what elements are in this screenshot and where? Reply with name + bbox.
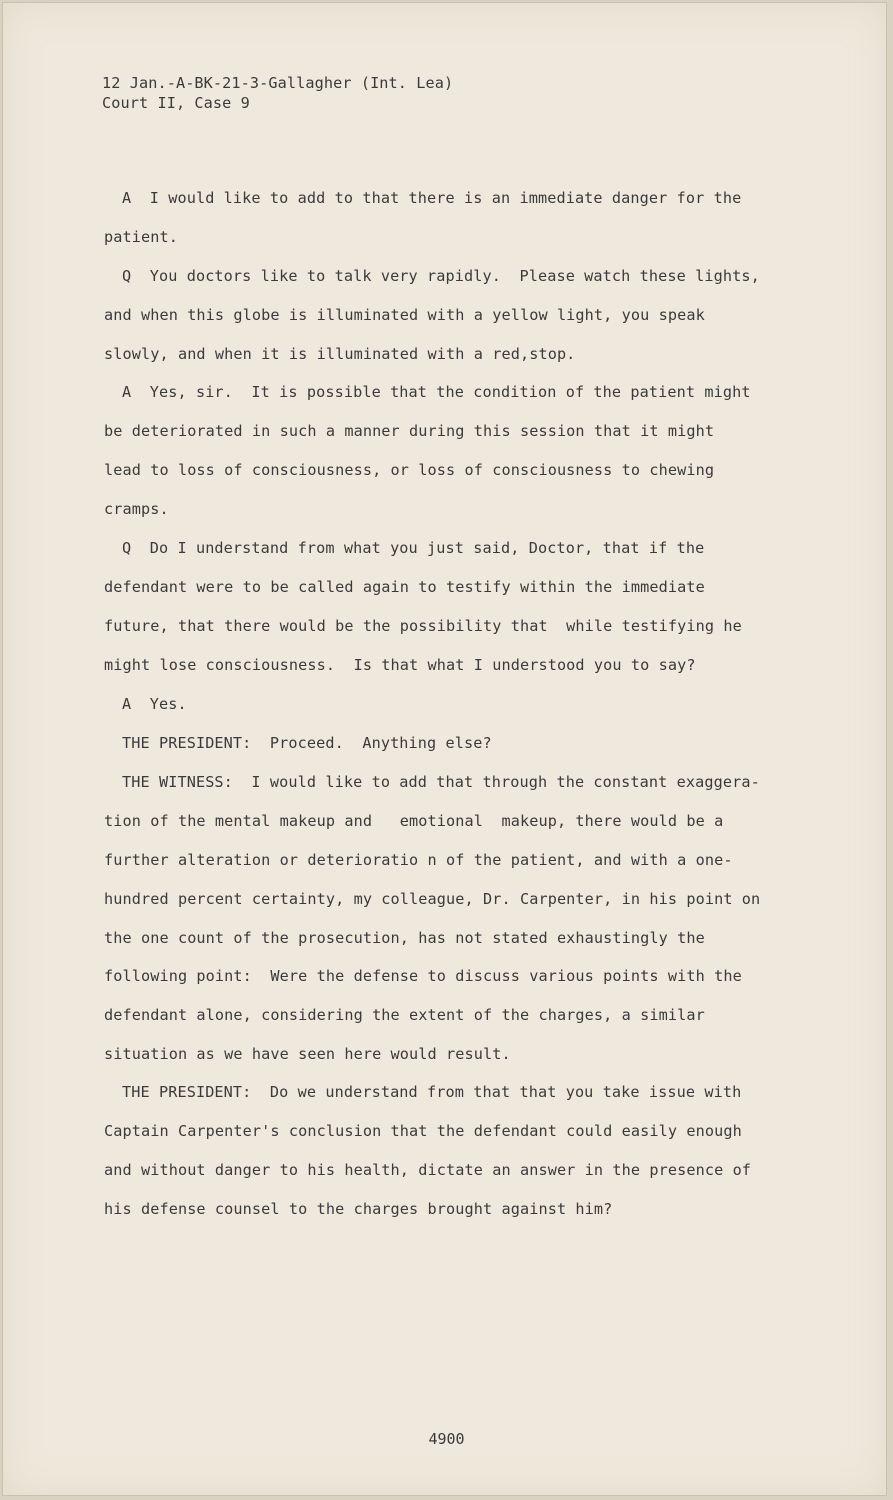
transcript-line: future, that there would be the possibility that while testifying he [104, 617, 742, 635]
transcript-line: patient. [104, 228, 178, 246]
transcript-line: THE PRESIDENT: Do we understand from that that you take issue with [122, 1083, 742, 1101]
header-case-reference: 12 Jan.-A-BK-21-3-Gallagher (Int. Lea) [102, 74, 454, 92]
transcript-line: Q Do I understand from what you just said, Doctor, that if the [122, 539, 705, 557]
transcript-line: and without danger to his health, dictate an answer in the presence of [104, 1161, 752, 1179]
transcript-line: following point: Were the defense to discuss various points with the [104, 967, 742, 985]
transcript-line: situation as we have seen here would result. [104, 1045, 511, 1063]
transcript-line: THE PRESIDENT: Proceed. Anything else? [122, 734, 492, 752]
transcript-line: tion of the mental makeup and emotional makeup, there would be a [104, 812, 724, 830]
header-court-case: Court II, Case 9 [102, 94, 250, 112]
transcript-line: A I would like to add to that there is an immediate danger for the [122, 189, 742, 207]
transcript-line: slowly, and when it is illuminated with a red,stop. [104, 345, 576, 363]
transcript-line: THE WITNESS: I would like to add that through the constant exaggera- [122, 773, 760, 791]
transcript-line: lead to loss of consciousness, or loss of consciousness to chewing [104, 461, 715, 479]
page-number: 4900 [428, 1430, 465, 1448]
transcript-line: Q You doctors like to talk very rapidly. Please watch these lights, [122, 267, 760, 285]
transcript-line: his defense counsel to the charges brought against him? [104, 1200, 613, 1218]
transcript-line: defendant alone, considering the extent of the charges, a similar [104, 1006, 705, 1024]
transcript-line: might lose consciousness. Is that what I understood you to say? [104, 656, 696, 674]
transcript-line: Captain Carpenter's conclusion that the defendant could easily enough [104, 1122, 742, 1140]
transcript-line: cramps. [104, 500, 169, 518]
transcript-line: A Yes. [122, 695, 187, 713]
transcript-line: be deteriorated in such a manner during this session that it might [104, 422, 715, 440]
transcript-line: and when this globe is illuminated with a yellow light, you speak [104, 306, 705, 324]
transcript-line: further alteration or deterioratio n of the patient, and with a one- [104, 851, 733, 869]
transcript-line: defendant were to be called again to testify within the immediate [104, 578, 705, 596]
transcript-line: hundred percent certainty, my colleague, Dr. Carpenter, in his point on [104, 890, 761, 908]
transcript-line: the one count of the prosecution, has not stated exhaustingly the [104, 929, 705, 947]
transcript-line: A Yes, sir. It is possible that the condition of the patient might [122, 383, 751, 401]
